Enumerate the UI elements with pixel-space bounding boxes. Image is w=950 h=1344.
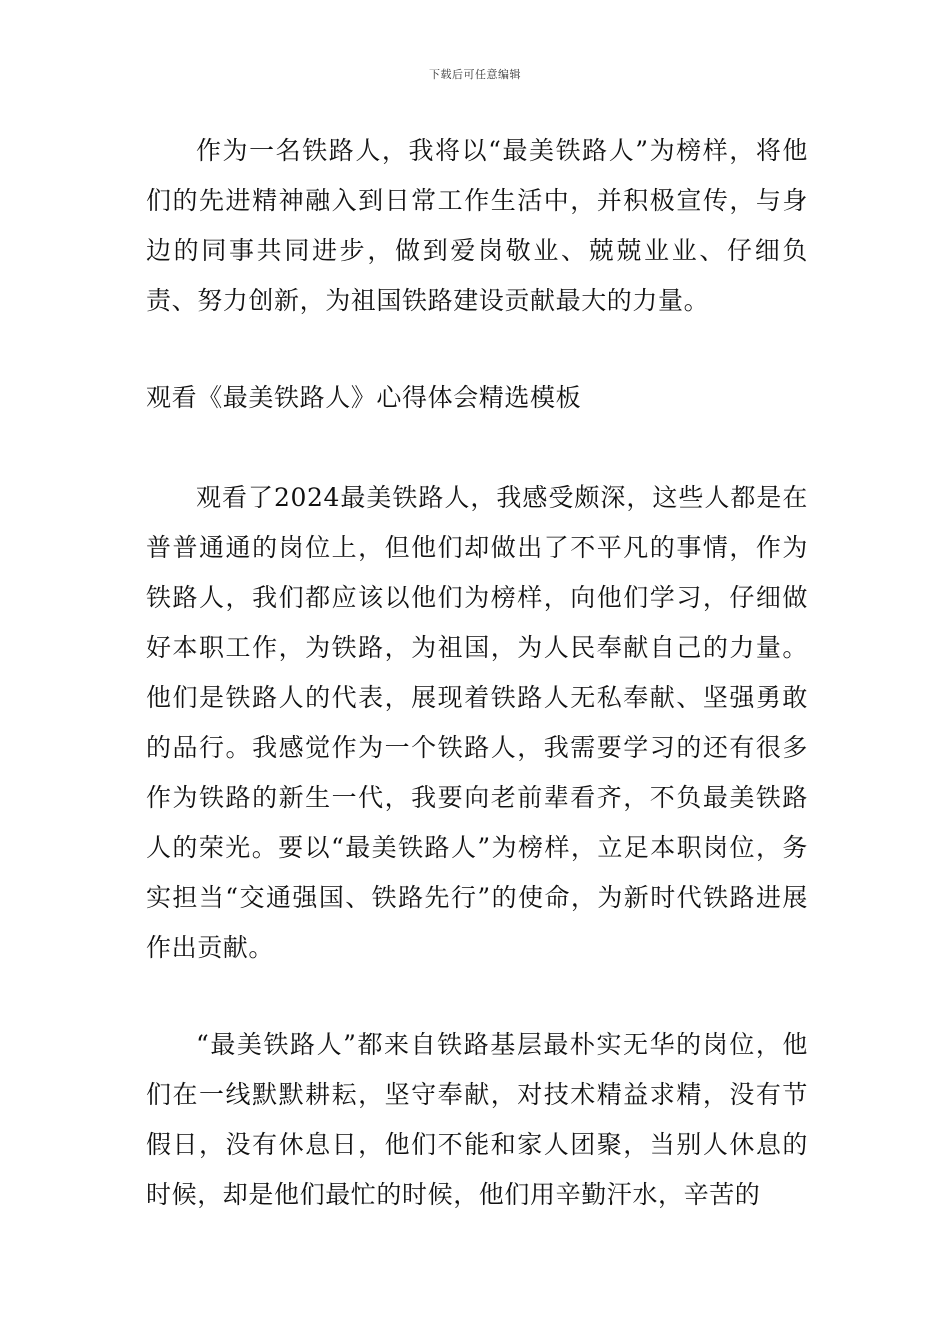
paragraph-1: 作为一名铁路人，我将以“最美铁路人”为榜样，将他们的先进精神融入到日常工作生活中，并积极宣传，与身边的同事共同进步，做到爱岗敬业、兢兢业业、仔细负责、努力创新，为祖国铁路建设贡献最大的力量。: [146, 136, 808, 315]
paragraph-3: “最美铁路人”都来自铁路基层最朴实无华的岗位，他们在一线默默耕耘，坚守奉献，对技术精益求精，没有节假日，没有休息日，他们不能和家人团聚，当别人休息的时候，却是他们最忙的时候，他们用辛勤汗水，辛苦的: [146, 1030, 808, 1209]
section-title: 观看《最美铁路人》心得体会精选模板: [146, 383, 582, 412]
paragraph-2: 观看了2024最美铁路人，我感受颇深，这些人都是在普普通通的岗位上，但他们却做出了不平凡的事情，作为铁路人，我们都应该以他们为榜样，向他们学习，仔细做好本职工作，为铁路，为祖国，为人民奉献自己的力量。他们是铁路人的代表，展现着铁路人无私奉献、坚强勇敢的品行。我感觉作为一个铁路人，我需要学习的还有很多作为铁路的新生一代，我要向老前辈看齐，不负最美铁路人的荣光。要以“最美铁路人”为榜样，立足本职岗位，务实担当“交通强国、铁路先行”的使命，为新时代铁路进展作出贡献。: [146, 483, 808, 962]
page-header: 下载后可任意编辑: [429, 68, 521, 81]
